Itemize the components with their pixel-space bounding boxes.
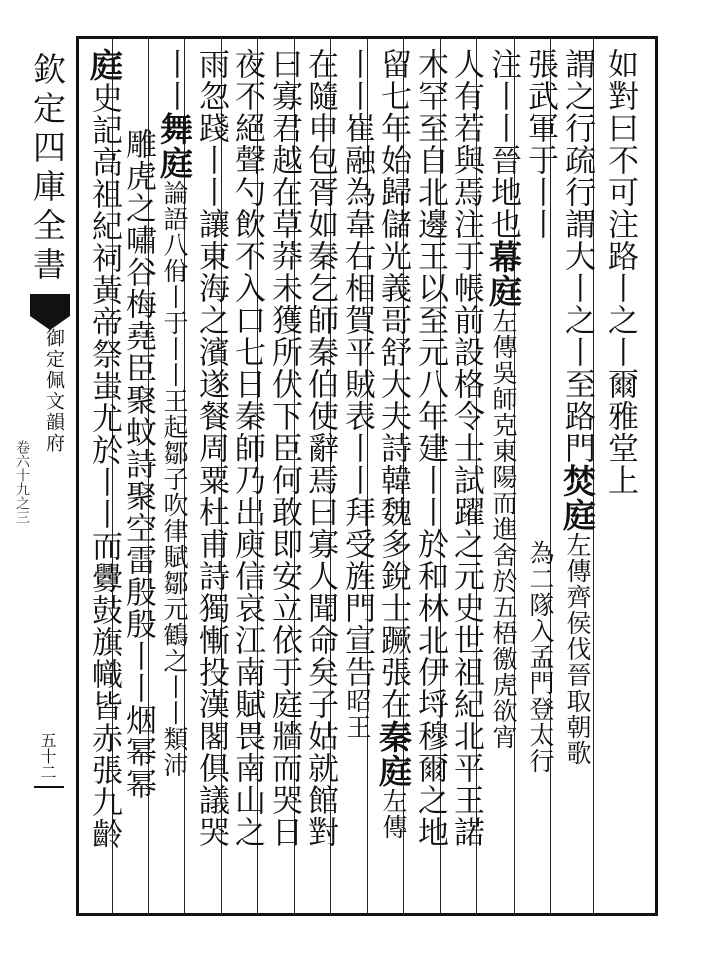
text-column-1 — [600, 48, 640, 908]
column-text: 雨忽踐丨丨讓東海之濱遂餐周粟杜甫詩獨慚投漢閣俱議哭 — [193, 48, 229, 848]
entry-heading: 秦庭 — [374, 720, 413, 788]
book-title: 欽定四庫全書 — [28, 52, 67, 286]
fishtail-mark — [30, 294, 70, 316]
text-column-15 — [84, 48, 124, 908]
column-annotation: 左傳吳師克東陽而進舍於五梧徼虎欲宵 — [489, 308, 518, 750]
text-column-9 — [300, 48, 340, 908]
text-column-12 — [191, 48, 231, 908]
column-annotation: 論語八佾丨于丨丨王起鄒子吹律賦鄒元鶴之丨丨類沛 — [160, 180, 189, 778]
column-annotation: 為二隊入孟門登太行 — [526, 540, 555, 774]
text-column-4 — [483, 48, 523, 908]
text-column-13 — [154, 48, 194, 908]
volume-label: 卷六十九之三 — [14, 440, 30, 524]
entry-heading: 舞庭 — [155, 112, 194, 180]
column-text: 木罕至自北邊王以至元八年建丨丨於和林北伊埒穆爾之地 — [412, 48, 448, 848]
column-text: 丨丨 — [156, 48, 192, 112]
entry-heading: 庭 — [85, 48, 124, 82]
text-column-8 — [337, 48, 377, 908]
column-text: 留七年始歸儲光義哥舒大夫詩韓魏多銳士蹶張在 — [375, 48, 411, 720]
column-text: 丨丨崔融為韋右相賀平賊表丨丨拜受旌門宣告 — [339, 48, 375, 688]
book-subtitle: 御定佩文韻府 — [43, 328, 65, 454]
column-text: 夜不絕聲勺飲不入口七日秦師乃出庾信哀江南賦畏南山之 — [229, 48, 265, 848]
column-annotation: 左傳 — [379, 788, 408, 840]
column-text: 在隨申包胥如秦乞師秦伯使辭焉曰寡人聞命矣子姑就館對 — [302, 48, 338, 848]
column-text: 史記高祖紀祠黃帝祭蚩尤於丨丨而釁鼓旗幟皆赤張九齡 — [86, 82, 122, 850]
text-column-3 — [520, 48, 560, 908]
text-column-14 — [118, 48, 158, 908]
column-text: 人有若與焉注于帳前設格令士試躍之元史世祖紀北平王諾 — [448, 48, 484, 848]
entry-heading: 幕庭 — [484, 240, 523, 308]
column-annotation: 左傳齊侯伐晉取朝歌 — [563, 532, 592, 766]
column-text: 注丨丨晉地也 — [485, 48, 521, 240]
page-number: 五十二 — [38, 732, 57, 780]
text-column-5 — [446, 48, 486, 908]
column-text: 雕虎之嘯谷梅堯臣聚蚊詩聚空雷殷殷丨丨烟幂幂 — [120, 128, 156, 800]
page-number-rule — [34, 786, 64, 788]
column-text: 謂之行疏行謂大丨之丨至路門 — [559, 48, 595, 464]
column-annotation: 昭王 — [343, 688, 372, 740]
text-column-6 — [410, 48, 450, 908]
column-text: 曰寡君越在草莽未獲所伏下臣何敢即安立依于庭牆而哭日 — [266, 48, 302, 848]
entry-heading: 焚庭 — [558, 464, 597, 532]
column-text: 如對曰不可注路丨之丨爾雅堂上 — [602, 48, 638, 496]
text-column-11 — [227, 48, 267, 908]
column-text: 張武軍于丨丨 — [522, 48, 558, 240]
text-column-10 — [264, 48, 304, 908]
text-column-7 — [373, 48, 413, 908]
text-column-2 — [557, 48, 597, 908]
